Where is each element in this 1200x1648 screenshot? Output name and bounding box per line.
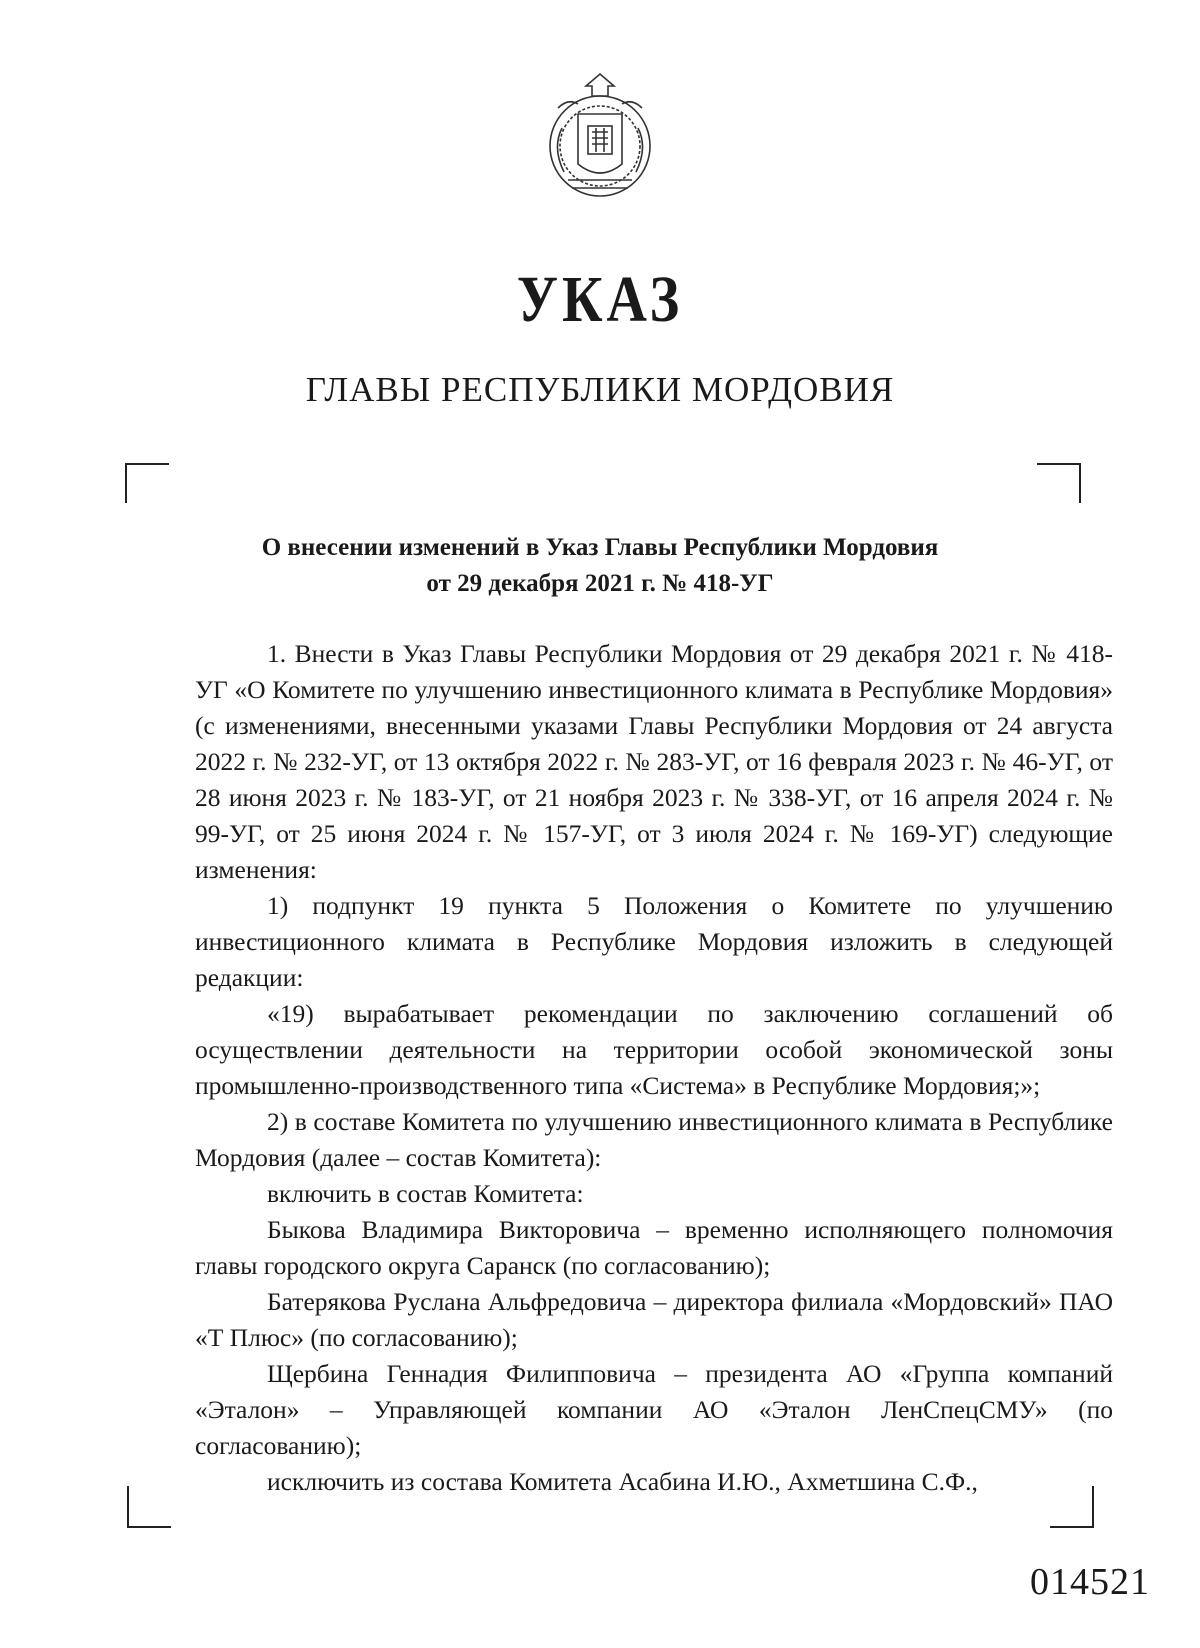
decree-body: [195, 636, 1113, 1500]
paragraph-8: Щербина Геннадия Филипповича – президента АО «Группа компаний «Эталон» – Управляющей компании АО «Эталон ЛенСпецСМУ» (по согласованию);: [195, 1359, 1113, 1460]
paragraph-2: 1) подпункт 19 пункта 5 Положения о Комитете по улучшению инвестиционного климата в Республике Мордовия изложить в следующей редакции:: [195, 891, 1113, 992]
paragraph-9: исключить из состава Комитета Асабина И.Ю., Ахметшина С.Ф.,: [267, 1467, 978, 1496]
heading-line-2: от 29 декабря 2021 г. № 418-УГ: [426, 570, 774, 597]
corner-mark-bottom-left: [127, 1486, 171, 1528]
corner-mark-top-right: [1037, 463, 1081, 503]
paragraph-7: Батерякова Руслана Альфредовича – директора филиала «Мордовский» ПАО «Т Плюс» (по согласованию);: [195, 1287, 1113, 1352]
document-title: УКАЗ: [516, 263, 684, 337]
paragraph-1: 1. Внести в Указ Главы Республики Мордовия от 29 декабря 2021 г. № 418-УГ «О Комитете по улучшению инвестиционного климата в Республике Мордовия» (с изменениями, внесенными указами Главы Республики Мордовия от 24 августа 2022 г. № 232-УГ, от 13 октября 2022 г. № 283-УГ, от 16 февраля 2023 г. № 46-УГ, от 28 июня 2023 г. № 183-УГ, от 21 ноября 2023 г. № 338-УГ, от 16 апреля 2024 г. № 99-УГ, от 25 июня 2024 г. № 157-УГ, от 3 июля 2024 г. № 169-УГ) следующие изменения:: [195, 639, 1113, 884]
paragraph-6: Быкова Владимира Викторовича – временно исполняющего полномочия главы городского округа Саранск (по согласованию);: [195, 1215, 1113, 1280]
document-subtitle: ГЛАВЫ РЕСПУБЛИКИ МОРДОВИЯ: [305, 370, 895, 409]
paragraph-4: 2) в составе Комитета по улучшению инвестиционного климата в Республике Мордовия (далее – состав Комитета):: [195, 1107, 1113, 1172]
heading-line-1: О внесении изменений в Указ Главы Республики Мордовия: [261, 534, 939, 561]
page-number: 014521: [1030, 1561, 1150, 1603]
coat-of-arms-emblem: [538, 68, 662, 206]
corner-mark-top-left: [125, 463, 169, 503]
decree-heading: [150, 530, 1050, 602]
paragraph-5: включить в состав Комитета:: [267, 1179, 584, 1208]
paragraph-3: «19) вырабатывает рекомендации по заключению соглашений об осуществлении деятельности на территории особой экономической зоны промышленно-производственного типа «Система» в Республике Мордовия;»;: [195, 999, 1113, 1100]
